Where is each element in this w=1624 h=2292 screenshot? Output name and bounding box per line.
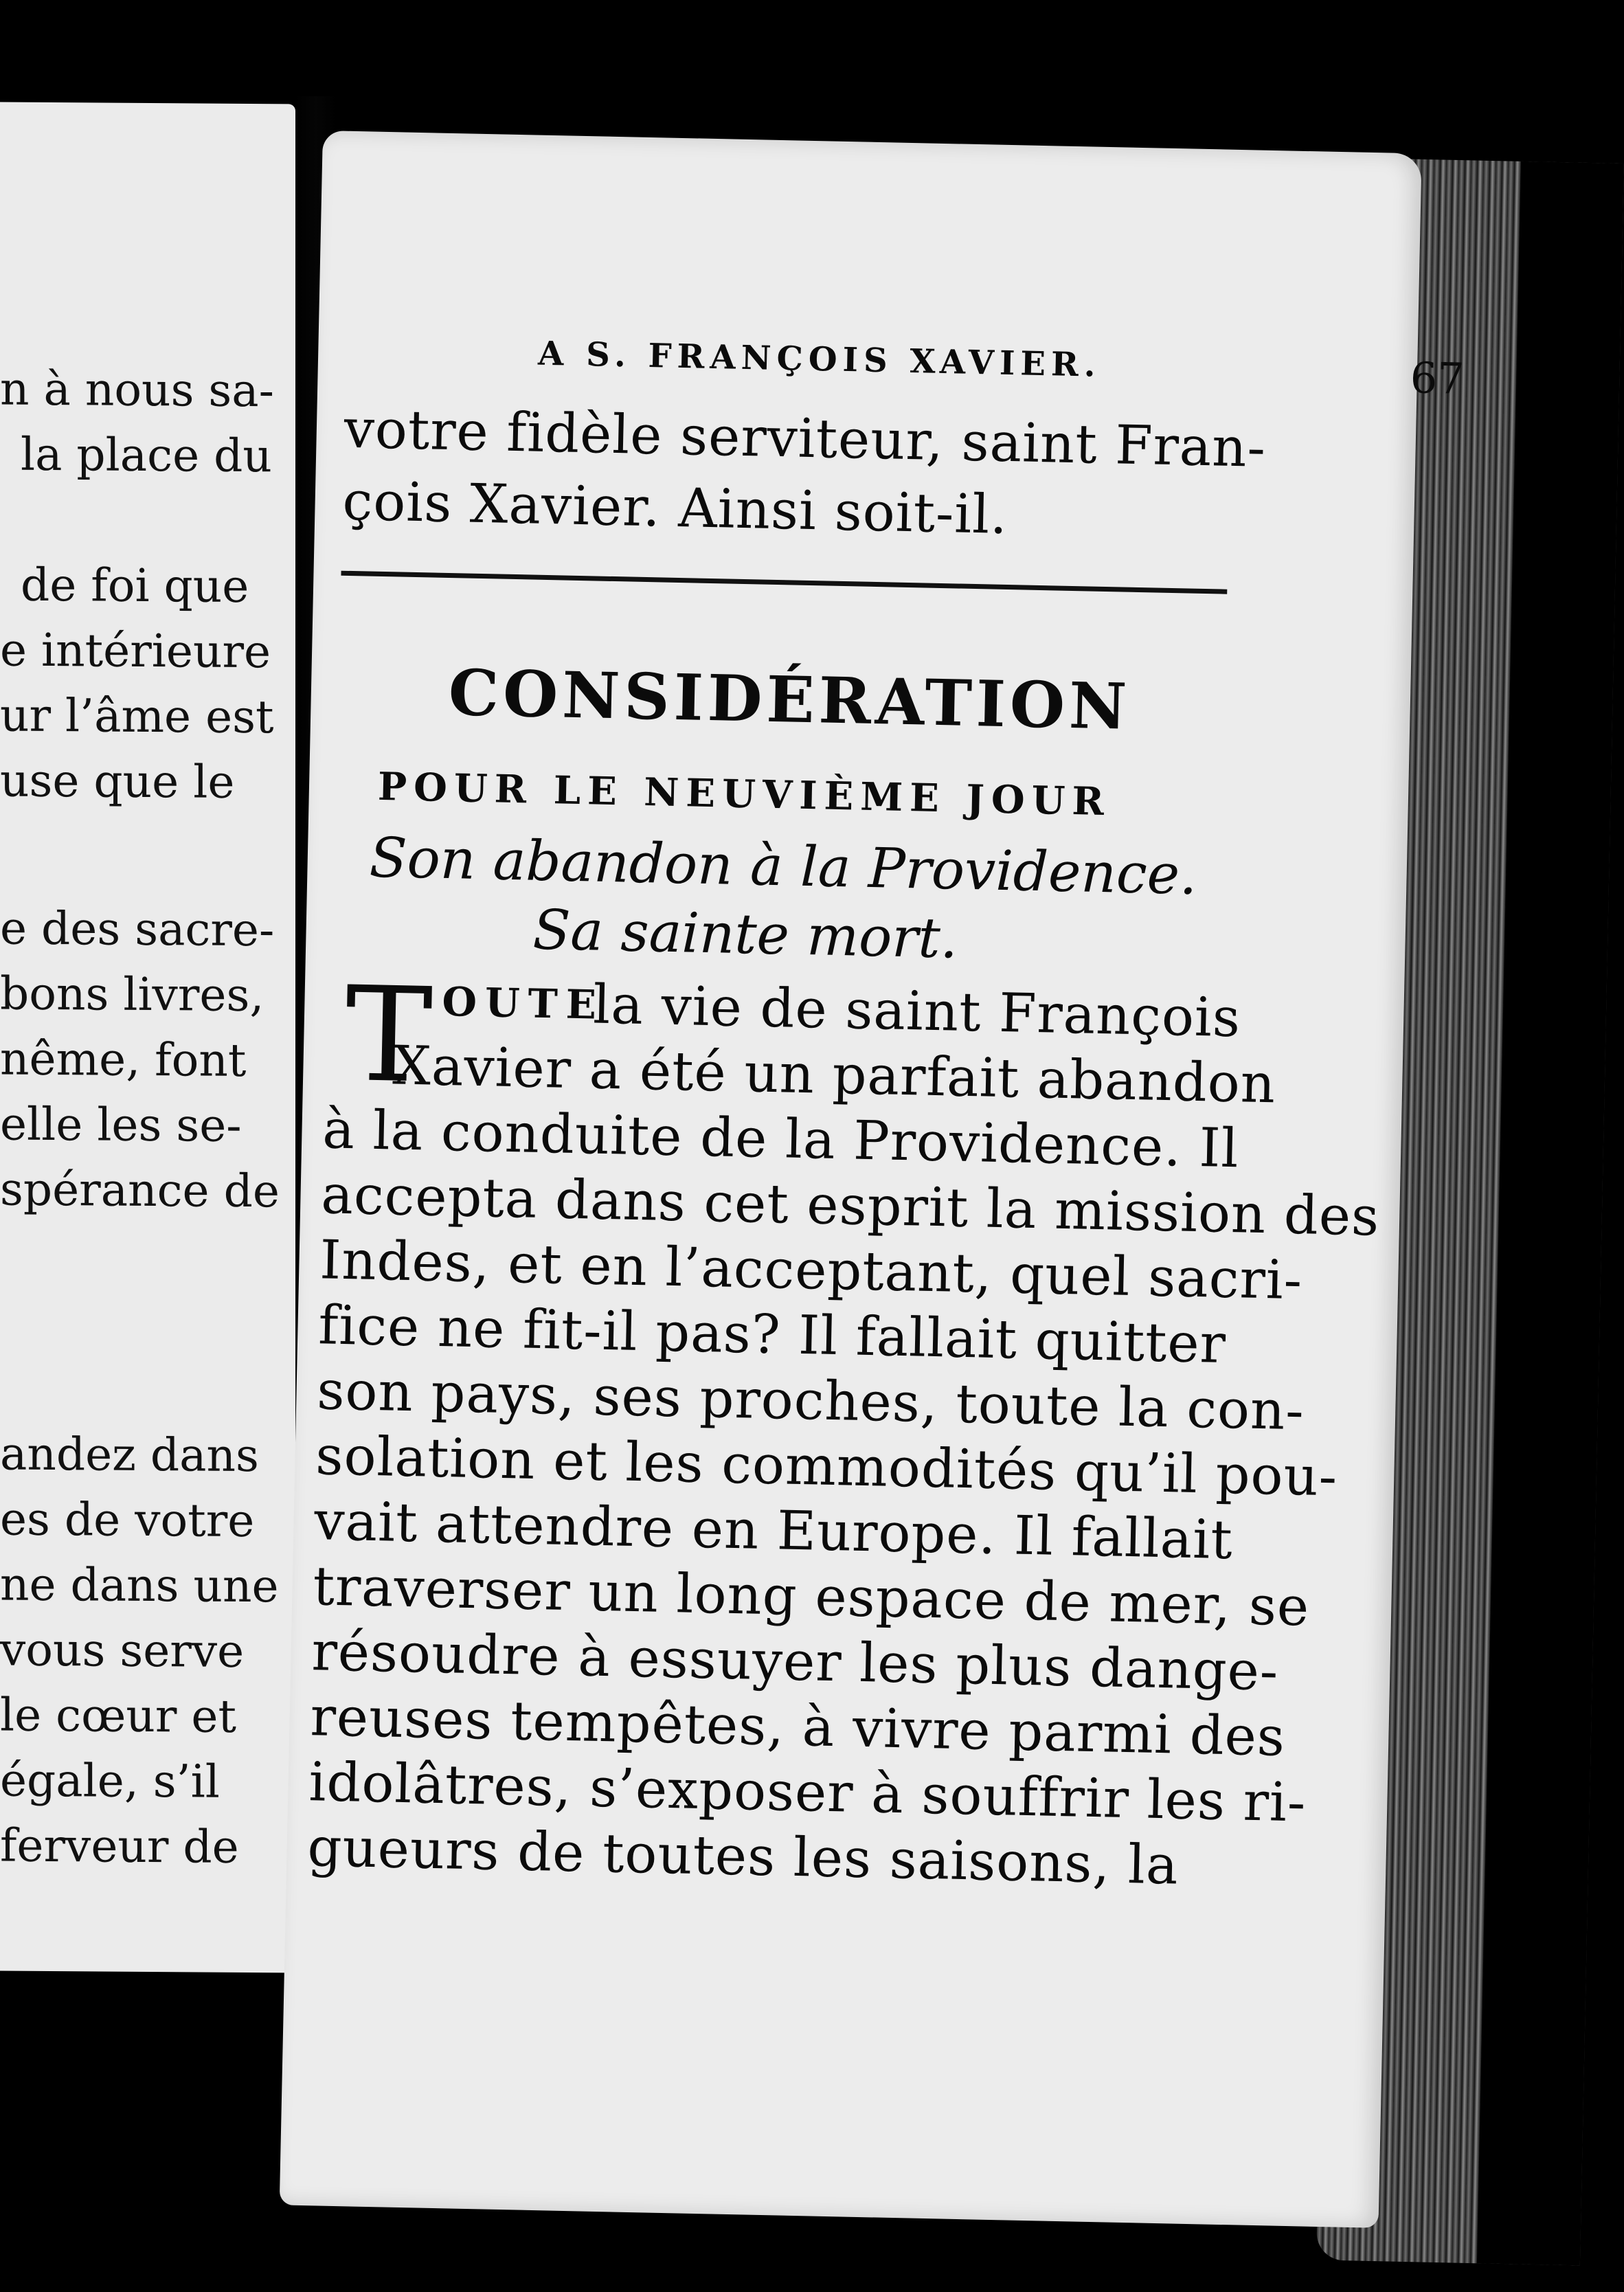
italic-subtitle: Sa sainte mort. — [532, 897, 959, 971]
text-line: traverser un long espace de mer, se — [312, 1555, 1311, 1639]
running-head — [537, 334, 1465, 404]
left-line: andez dans — [0, 1427, 259, 1483]
left-line: use que le — [0, 754, 235, 809]
left-line: ne dans une — [0, 1558, 279, 1613]
left-line: ur l’âme est — [0, 688, 274, 744]
section-divider — [341, 571, 1227, 594]
left-line: le cœur et — [0, 1688, 236, 1743]
left-line: elle les se- — [0, 1097, 242, 1152]
left-line: de foi que — [21, 558, 249, 614]
left-line: nême, font — [0, 1032, 247, 1088]
text-line: vait attendre en Europe. Il fallait — [313, 1490, 1234, 1572]
text-line: résoudre à essuyer les plus dange- — [311, 1621, 1280, 1703]
left-line: e des sacre- — [0, 901, 275, 957]
text-line: son pays, ses proches, toute la con- — [316, 1360, 1305, 1443]
left-line: égale, s’il — [0, 1753, 220, 1808]
text-line: çois Xavier. Ainsi soit-il. — [341, 470, 1008, 546]
text-line: à la conduite de la Providence. Il — [322, 1099, 1240, 1180]
left-line: es de votre — [0, 1492, 255, 1548]
left-line: ferveur de — [0, 1819, 239, 1874]
page-number: 67 — [1410, 352, 1465, 404]
left-line: n à nous sa- — [0, 362, 274, 418]
running-head-title: A S. FRANÇOIS XAVIER. — [537, 334, 1102, 385]
right-page — [280, 131, 1465, 2228]
text-line: solation et les commodités qu’il pou- — [315, 1425, 1339, 1509]
italic-subtitle: Son abandon à la Providence. — [368, 825, 1198, 907]
text-line: gueurs de toutes les saisons, la — [306, 1817, 1180, 1897]
left-line: bons livres, — [0, 967, 264, 1022]
left-line: spérance de — [0, 1162, 280, 1218]
left-page — [0, 102, 295, 1973]
drop-cap-continuation: OUTE — [441, 978, 605, 1029]
text-line: reuses tempêtes, à vivre parmi des — [309, 1686, 1286, 1768]
text-line: fice ne fit-il pas? Il fallait quitter — [317, 1294, 1227, 1375]
left-line: la place du — [21, 427, 272, 483]
drop-cap: T — [343, 958, 434, 1112]
left-line: e intérieure — [0, 623, 271, 679]
section-heading: CONSIDÉRATION — [447, 655, 1132, 744]
section-subheading: POUR LE NEUVIÈME JOUR — [377, 763, 1112, 825]
text-line: accepta dans cet esprit la mission des — [320, 1164, 1381, 1248]
text-line: Xavier a été un parfait abandon — [392, 1035, 1276, 1116]
text-line: Indes, et en l’acceptant, quel sacri- — [319, 1229, 1304, 1312]
left-line: vous serve — [0, 1623, 245, 1678]
text-line: votre fidèle serviteur, saint Fran- — [343, 398, 1267, 480]
text-line: idolâtres, s’exposer à souffrir les ri- — [308, 1751, 1307, 1834]
text-line: la vie de saint François — [592, 974, 1241, 1050]
